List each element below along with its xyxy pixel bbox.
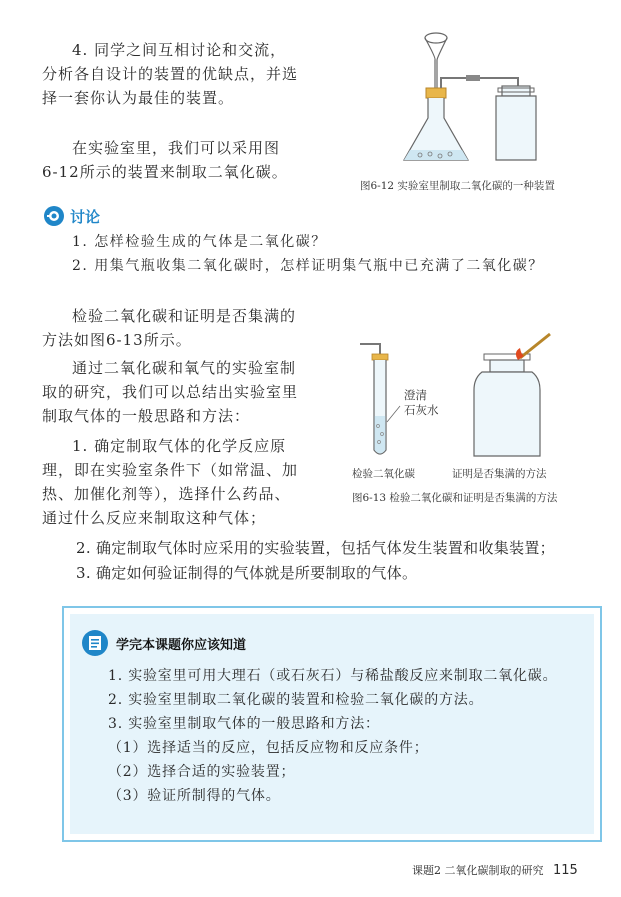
list-item: 1. 实验室里可用大理石（或石灰石）与稀盐酸反应来制取二氧化碳。 bbox=[108, 668, 558, 684]
discussion-list bbox=[72, 230, 592, 278]
text-line: 制取气体的一般思路和方法： bbox=[42, 407, 251, 425]
list-item: 1. 怎样检验生成的气体是二氧化碳？ bbox=[72, 234, 327, 250]
list-item: （1）选择适当的反应，包括反应物和反应条件； bbox=[108, 740, 429, 756]
list-item: （2）选择合适的实验装置； bbox=[108, 764, 296, 780]
text-line: 在实验室里，我们可以采用图 bbox=[72, 139, 281, 157]
footer bbox=[412, 862, 578, 878]
text-line: 通过什么反应来制取这种气体； bbox=[42, 509, 267, 527]
summary-box-list bbox=[108, 664, 598, 808]
para-q4 bbox=[42, 38, 322, 110]
figure-6-13-caption: 图6-13 检验二氧化碳和证明是否集满的方法 bbox=[352, 492, 558, 504]
list-item: 3. 实验室里制取气体的一般思路和方法： bbox=[108, 716, 380, 732]
para-step3: 3. 确定如何验证制得的气体就是所要制取的气体。 bbox=[76, 564, 418, 582]
figure-6-13-limewater-label bbox=[404, 388, 439, 418]
label-line: 石灰水 bbox=[404, 403, 439, 417]
figure-6-12 bbox=[390, 26, 570, 176]
list-item: （3）验证所制得的气体。 bbox=[108, 788, 281, 804]
text-line: 4. 同学之间互相讨论和交流， bbox=[72, 41, 287, 59]
book-icon bbox=[82, 630, 108, 656]
text-line: 取的研究，我们可以总结出实验室里 bbox=[42, 383, 299, 401]
discussion-icon bbox=[44, 206, 64, 226]
page-number: 115 bbox=[553, 863, 578, 878]
text-line: 热、加催化剂等），选择什么药品、 bbox=[42, 485, 291, 503]
figure-6-12-caption: 图6-12 实验室里制取二氧化碳的一种装置 bbox=[360, 180, 555, 192]
text-line: 理，即在实验室条件下（如常温、加 bbox=[42, 461, 299, 479]
summary-box-title: 学完本课题你应该知道 bbox=[116, 638, 247, 653]
figure-6-13-label-left: 检验二氧化碳 bbox=[352, 468, 415, 480]
figure-6-13-label-right: 证明是否集满的方法 bbox=[452, 468, 547, 480]
para-lab bbox=[42, 136, 322, 184]
text-line: 检验二氧化碳和证明是否集满的 bbox=[72, 307, 297, 325]
discussion-title: 讨论 bbox=[70, 208, 101, 226]
figure-6-13 bbox=[350, 326, 590, 460]
text-line: 分析各自设计的装置的优缺点，并选 bbox=[42, 65, 299, 83]
text-line: 通过二氧化碳和氧气的实验室制 bbox=[72, 359, 297, 377]
para-step1 bbox=[42, 434, 332, 530]
text-line: 6-12所示的装置来制取二氧化碳。 bbox=[42, 163, 288, 181]
label-line: 澄清 bbox=[404, 388, 427, 402]
summary-box bbox=[62, 606, 602, 842]
footer-topic: 课题2 二氧化碳制取的研究 bbox=[412, 864, 544, 877]
summary-box-inner bbox=[70, 614, 594, 834]
text-line: 方法如图6-13所示。 bbox=[42, 331, 192, 349]
text-line: 1. 确定制取气体的化学反应原 bbox=[72, 437, 287, 455]
list-item: 2. 实验室里制取二氧化碳的装置和检验二氧化碳的方法。 bbox=[108, 692, 484, 708]
list-item: 2. 用集气瓶收集二氧化碳时，怎样证明集气瓶中已充满了二氧化碳？ bbox=[72, 258, 544, 274]
para-summary bbox=[42, 356, 332, 428]
text-line: 择一套你认为最佳的装置。 bbox=[42, 89, 235, 107]
para-step2: 2. 确定制取气体时应采用的实验装置，包括气体发生装置和收集装置； bbox=[76, 539, 555, 557]
para-check bbox=[42, 304, 332, 352]
